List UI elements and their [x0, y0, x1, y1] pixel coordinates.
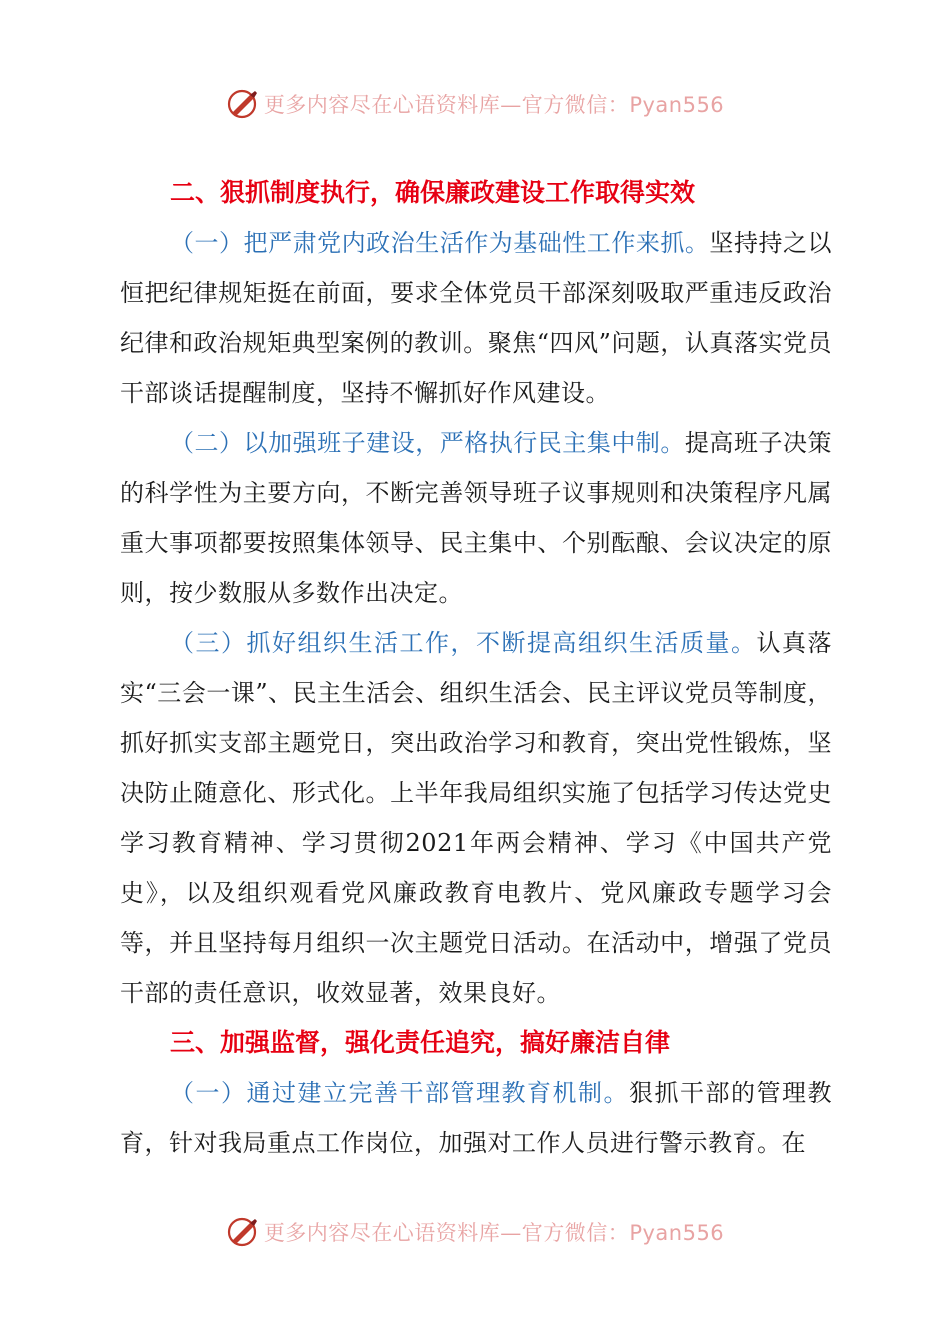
paragraph	[120, 618, 832, 1018]
paragraph	[120, 1068, 832, 1168]
section-heading: 二、狠抓制度执行，确保廉政建设工作取得实效	[170, 178, 696, 207]
paragraph-lead: （二）以加强班子建设，严格执行民主集中制。	[170, 429, 685, 457]
paragraph	[120, 418, 832, 618]
document-body	[120, 168, 832, 1168]
paragraph-lead: （一）通过建立完善干部管理教育机制。	[170, 1079, 629, 1107]
paragraph-text: 狠抓干部的管理教育，针对我局重点工作岗位，加强对工作人员进行警示教育。在	[120, 1079, 832, 1157]
section-heading: 三、加强监督，强化责任追究，搞好廉洁自律	[170, 1028, 671, 1057]
watermark-text: 更多内容尽在心语资料库—官方微信：Pyan556	[263, 93, 725, 117]
watermark-header	[0, 84, 950, 124]
paragraph-text: 坚持持之以恒把纪律规矩挺在前面，要求全体党员干部深刻吸取严重违反政治纪律和政治规矩典型案例的教训。聚焦“四风”问题，认真落实党员干部谈话提醒制度，坚持不懈抓好作风建设。	[120, 229, 832, 407]
paragraph-text: 认真落实“三会一课”、民主生活会、组织生活会、民主评议党员等制度，抓好抓实支部主题党日，突出政治学习和教育，突出党性锻炼，坚决防止随意化、形式化。上半年我局组织实施了包括学习传达党史学习教育精神、学习贯彻2021年两会精神、学习《中国共产党史》，以及组织观看党风廉政教育电教片、党风廉政专题学习会等，并且坚持每月组织一次主题党日活动。在活动中，增强了党员干部的责任意识，收效显著，效果良好。	[120, 629, 832, 1007]
paragraph-lead: （一）把严肃党内政治生活作为基础性工作来抓。	[170, 229, 710, 257]
pen-logo-icon	[226, 87, 260, 121]
watermark-footer	[0, 1212, 950, 1252]
paragraph-lead: （三）抓好组织生活工作，不断提高组织生活质量。	[170, 629, 757, 657]
paragraph	[120, 218, 832, 418]
pen-logo-icon	[226, 1215, 260, 1249]
paragraph-text: 提高班子决策的科学性为主要方向，不断完善领导班子议事规则和决策程序凡属重大事项都要按照集体领导、民主集中、个别酝酿、会议决定的原则，按少数服从多数作出决定。	[120, 429, 833, 607]
watermark-text: 更多内容尽在心语资料库—官方微信：Pyan556	[263, 1221, 725, 1245]
